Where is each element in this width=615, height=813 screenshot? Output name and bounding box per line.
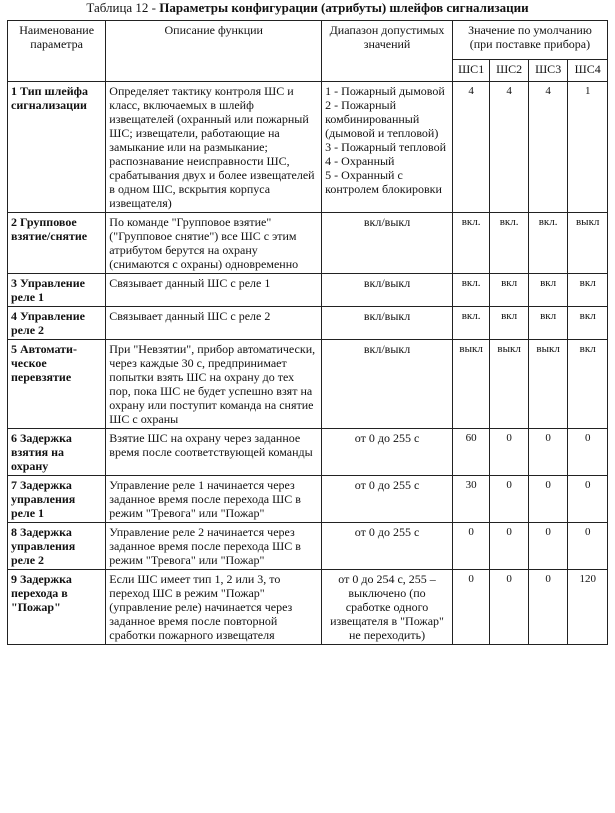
param-range: от 0 до 255 с	[322, 476, 453, 523]
default-value: вкл	[528, 307, 568, 340]
default-value: 4	[452, 82, 489, 213]
table-row	[8, 213, 608, 274]
param-name: 8 Задержка управления реле 2	[8, 523, 106, 570]
range-option: 3 - Пожарный тепловой	[325, 140, 447, 154]
default-value: 0	[490, 570, 529, 645]
default-value: 4	[490, 82, 529, 213]
default-value: выкл	[568, 213, 608, 274]
param-desc: Если ШС имеет тип 1, 2 или 3, то переход ШС в режим "Пожар" (управление реле) начинается через заданное время после повторной сработки пожарного извещателя	[106, 570, 322, 645]
param-range: вкл/выкл	[322, 274, 453, 307]
param-range: от 0 до 255 с	[322, 429, 453, 476]
default-value: 0	[568, 523, 608, 570]
default-value: 0	[528, 476, 568, 523]
default-value: 0	[452, 570, 489, 645]
param-name: 6 Задержка взятия на охрану	[8, 429, 106, 476]
param-range: от 0 до 255 с	[322, 523, 453, 570]
param-desc: Связывает данный ШС с реле 1	[106, 274, 322, 307]
param-range: вкл/выкл	[322, 340, 453, 429]
table-row	[8, 82, 608, 213]
table-row	[8, 476, 608, 523]
table-row	[8, 570, 608, 645]
table-row	[8, 274, 608, 307]
param-name: 9 Задержка перехода в "Пожар"	[8, 570, 106, 645]
param-desc: По команде "Групповое взятие" ("Групповое снятие") все ШС с этим атрибутом берутся на охрану (снимаются с охраны) одновременно	[106, 213, 322, 274]
param-range: вкл/выкл	[322, 213, 453, 274]
param-desc: Управление реле 1 начинается через заданное время после перехода ШС в режим "Тревога" или "Пожар"	[106, 476, 322, 523]
default-value: 0	[528, 429, 568, 476]
header-channel: ШС2	[490, 59, 529, 81]
param-desc: Определяет тактику контроля ШС и класс, включаемых в шлейф извещателей (охранный или пожарный ШС; извещатели, работающие на замыкание или на размыкание; распознавание неисправности ШС, срабатывания двух и более извещателей в одном ШС, вскрытия корпуса извещателя)	[106, 82, 322, 213]
default-value: вкл.	[452, 213, 489, 274]
param-range: от 0 до 254 с, 255 – выключено (по сработке одного извещателя в "Пожар" не переходить)	[322, 570, 453, 645]
default-value: выкл	[528, 340, 568, 429]
table-row	[8, 523, 608, 570]
default-value: 0	[490, 429, 529, 476]
default-value: выкл	[452, 340, 489, 429]
header-default: Значение по умолчанию (при поставке прибора)	[452, 21, 607, 60]
default-value: вкл	[490, 307, 529, 340]
param-name: 4 Управление реле 2	[8, 307, 106, 340]
param-name: 3 Управление реле 1	[8, 274, 106, 307]
table-row	[8, 307, 608, 340]
param-range: вкл/выкл	[322, 307, 453, 340]
param-desc: При "Невзятии", прибор автоматически, через каждые 30 с, предпринимает попытки взять ШС на охрану до тех пор, пока ШС не будет успешно взят на охрану или поступит команда на снятие ШС с охраны	[106, 340, 322, 429]
header-channel: ШС3	[528, 59, 568, 81]
config-table	[7, 20, 608, 645]
default-value: вкл.	[528, 213, 568, 274]
default-value: 1	[568, 82, 608, 213]
default-value: 0	[452, 523, 489, 570]
range-option: 2 - Пожарный комбинированный (дымовой и тепловой)	[325, 98, 439, 140]
default-value: 0	[568, 429, 608, 476]
param-desc: Связывает данный ШС с реле 2	[106, 307, 322, 340]
param-desc: Взятие ШС на охрану через заданное время после соответствующей команды	[106, 429, 322, 476]
default-value: выкл	[490, 340, 529, 429]
param-name: 7 Задержка управления реле 1	[8, 476, 106, 523]
param-name: 2 Групповое взятие/снятие	[8, 213, 106, 274]
header-desc: Описание функции	[106, 21, 322, 82]
header-range: Диапазон допустимых значений	[322, 21, 453, 82]
range-option: 4 - Охранный	[325, 154, 395, 168]
param-range	[322, 82, 453, 213]
default-value: 60	[452, 429, 489, 476]
param-name: 1 Тип шлейфа сигнализации	[8, 82, 106, 213]
default-value: вкл	[568, 340, 608, 429]
header-channel: ШС4	[568, 59, 608, 81]
default-value: вкл	[568, 274, 608, 307]
default-value: 0	[528, 570, 568, 645]
header-name: Наименование параметра	[8, 21, 106, 82]
default-value: 30	[452, 476, 489, 523]
default-value: 120	[568, 570, 608, 645]
range-option: 1 - Пожарный дымовой	[325, 84, 445, 98]
default-value: вкл.	[452, 307, 489, 340]
caption-prefix: Таблица 12 -	[86, 0, 160, 15]
table-row	[8, 429, 608, 476]
default-value: вкл	[490, 274, 529, 307]
default-value: 0	[490, 476, 529, 523]
table-row	[8, 340, 608, 429]
default-value: 4	[528, 82, 568, 213]
default-value: 0	[490, 523, 529, 570]
default-value: вкл.	[490, 213, 529, 274]
range-option: 5 - Охранный с контролем блокировки	[325, 168, 442, 196]
default-value: вкл	[568, 307, 608, 340]
param-name: 5 Автомати-ческое перевзятие	[8, 340, 106, 429]
header-channel: ШС1	[452, 59, 489, 81]
caption-title: Параметры конфигурации (атрибуты) шлейфов сигнализации	[159, 0, 529, 15]
default-value: 0	[528, 523, 568, 570]
table-caption	[0, 0, 615, 15]
default-value: вкл.	[452, 274, 489, 307]
default-value: 0	[568, 476, 608, 523]
default-value: вкл	[528, 274, 568, 307]
param-desc: Управление реле 2 начинается через заданное время после перехода ШС в режим "Тревога" или "Пожар"	[106, 523, 322, 570]
